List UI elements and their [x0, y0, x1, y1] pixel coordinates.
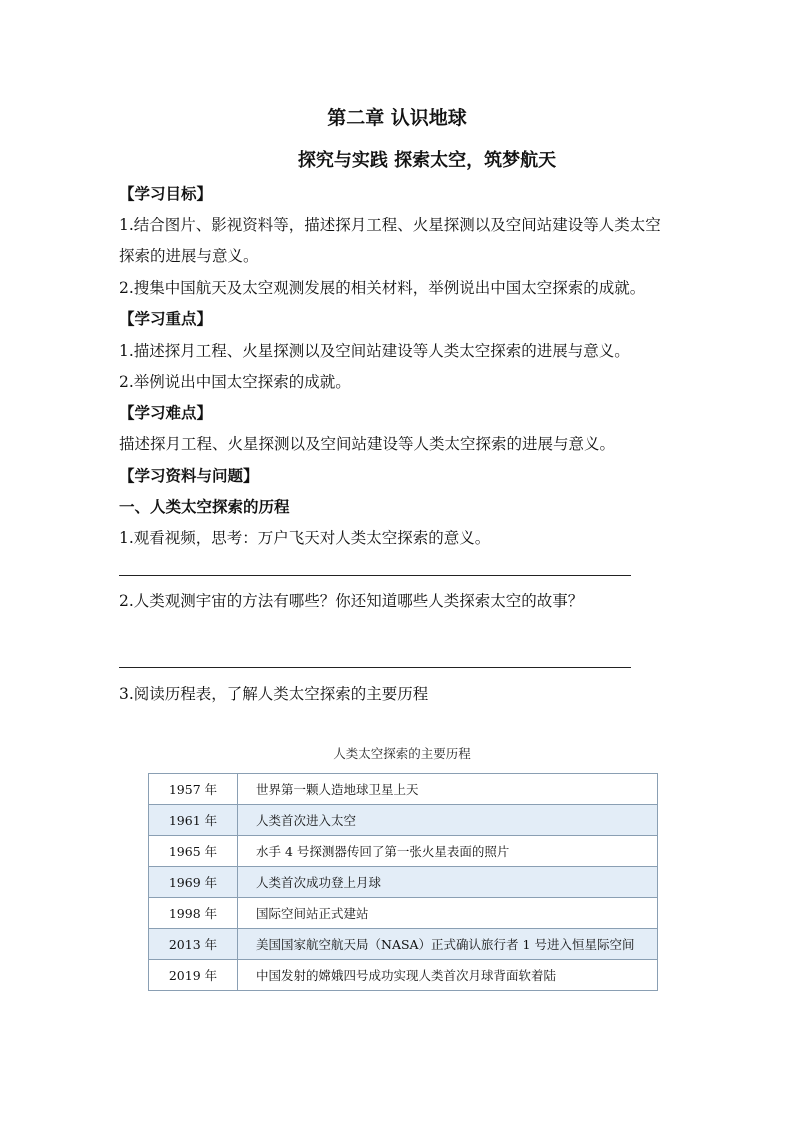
event-cell: 人类首次成功登上月球: [238, 867, 658, 898]
year-cell: 1965 年: [149, 836, 238, 867]
table-row: [149, 805, 658, 836]
key-point-line: 2.举例说出中国太空探索的成就。: [119, 373, 351, 391]
event-cell: 美国国家航空航天局（NASA）正式确认旅行者 1 号进入恒星际空间: [238, 929, 658, 960]
year-cell: 1998 年: [149, 898, 238, 929]
key-points-heading: 【学习重点】: [119, 309, 213, 328]
event-cell: 世界第一颗人造地球卫星上天: [256, 782, 419, 797]
timeline-table: [148, 773, 658, 991]
question-3: 3.阅读历程表，了解人类太空探索的主要历程: [119, 685, 429, 703]
part-one-heading: 一、人类太空探索的历程: [119, 497, 290, 516]
table-row: [149, 836, 658, 867]
year-cell: 2019 年: [149, 960, 238, 991]
difficulty-line: 描述探月工程、火星探测以及空间站建设等人类太空探索的进展与意义。: [119, 435, 616, 453]
question-1: 1.观看视频，思考：万户飞天对人类太空探索的意义。: [119, 529, 491, 547]
year-cell: 1969 年: [149, 867, 238, 898]
objective-line: 1.结合图片、影视资料等，描述探月工程、火星探测以及空间站建设等人类太空: [119, 216, 661, 234]
event-cell: 国际空间站正式建站: [238, 898, 658, 929]
table-row: [149, 898, 658, 929]
table-row: [149, 960, 658, 991]
objective-line: 探索的进展与意义。: [119, 247, 259, 265]
answer-line-1[interactable]: [119, 575, 631, 576]
chapter-title: 第二章 认识地球: [327, 107, 467, 129]
table-row: [149, 867, 658, 898]
table-row: [149, 929, 658, 960]
question-2: 2.人类观测宇宙的方法有哪些？你还知道哪些人类探索太空的故事？: [119, 592, 584, 610]
materials-heading: 【学习资料与问题】: [119, 466, 259, 485]
section-title: 探究与实践 探索太空，筑梦航天: [297, 150, 557, 171]
event-cell: 水手 4 号探测器传回了第一张火星表面的照片: [238, 836, 658, 867]
table-row: [149, 774, 658, 805]
event-cell: 人类首次进入太空: [238, 805, 658, 836]
difficulties-heading: 【学习难点】: [119, 403, 213, 422]
key-point-line: 1.描述探月工程、火星探测以及空间站建设等人类太空探索的进展与意义。: [119, 342, 630, 360]
answer-line-2[interactable]: [119, 667, 631, 668]
year-cell: 1961 年: [149, 805, 238, 836]
objectives-heading: 【学习目标】: [119, 184, 213, 203]
year-cell: 2013 年: [149, 929, 238, 960]
objective-line: 2.搜集中国航天及太空观测发展的相关材料，举例说出中国太空探索的成就。: [119, 279, 646, 297]
event-cell: 中国发射的嫦娥四号成功实现人类首次月球背面软着陆: [238, 960, 658, 991]
year-cell: 1957 年: [149, 774, 238, 805]
table-caption: 人类太空探索的主要历程: [333, 746, 471, 761]
